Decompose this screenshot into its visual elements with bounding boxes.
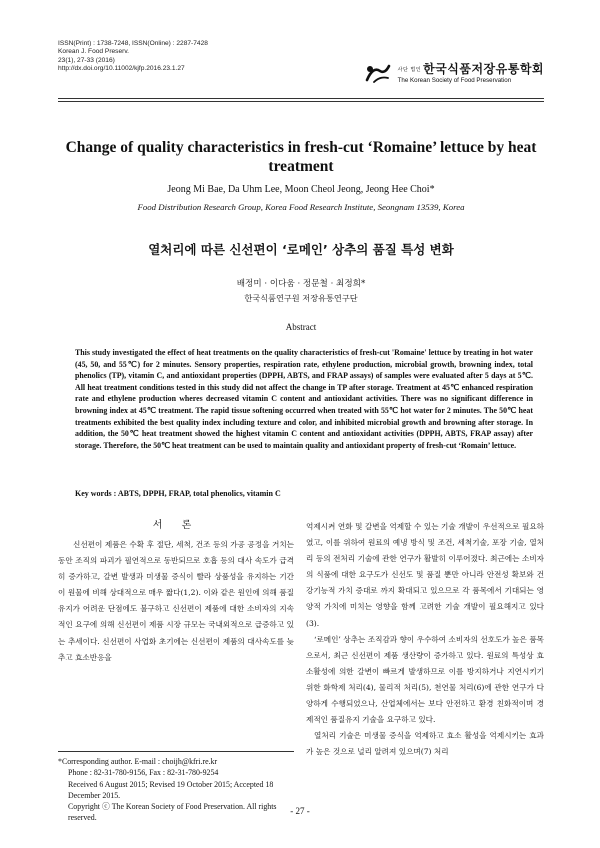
intro-paragraph-3: ‘로메인’ 상추는 조직감과 향이 우수하여 소비자의 선호도가 높은 품목으로서, 최근 신선편이 제품 생산량이 증가하고 있다. 원료의 특성상 효소활성에 의한 갈변이 빠르게 발생하므로 이를 방지하거나 지연시키기 위한 화학제 처리(4), 물리적 처리(5), 천연물 처리(6)에 관한 연구가 다양하게 수행되었으나, 산업체에서는 보다 안전하고 환경 친화적이며 경제적인 품질유지 기술을 요구하고 있다.: [306, 634, 544, 725]
affiliation-english: Food Distribution Research Group, Korea Food Research Institute, Seongnam 13539, Korea: [137, 202, 465, 212]
title-korean: 열처리에 따른 신선편이 ‘로메인’ 상추의 품질 특성 변화: [148, 242, 454, 257]
society-name-en: The Korean Society of Food Preservation: [397, 76, 512, 84]
corresponding-author: *Corresponding author. E-mail : choijh@kfri.re.kr: [58, 757, 218, 766]
authors-english: Jeong Mi Bae, Da Uhm Lee, Moon Cheol Jeong, Jeong Hee Choi*: [167, 184, 435, 195]
society-logo-icon: [364, 62, 392, 84]
issn-line: ISSN(Print) : 1738-7248, ISSN(Online) : 2287-7428: [58, 40, 208, 47]
intro-paragraph-2: 억제시켜 연화 및 갈변을 억제할 수 있는 기술 개발이 우선적으로 필요하였고, 이를 위하여 원료의 예냉 방식 및 조건, 세척기술, 포장 기술, 열처리 등의 전처리 기술에 관한 연구가 활발히 이루어졌다. 최근에는 소비자의 식품에 대한 요구도가 신선도 및 품질 뿐만 아니라 안전성 확보와 건강기능적 가치 증대로 까지 확대되고 있으므로 각 품목에서 기대되는 영양적 가치에 미치는 영향을 함께 고려한 기술 개발이 필요해지고 있다(3).: [306, 522, 544, 628]
left-column: [58, 519, 294, 666]
keywords-line: [75, 489, 533, 498]
header-rule-bottom: [58, 101, 544, 102]
journal-name-line: Korean J. Food Preserv.: [58, 48, 129, 56]
right-column: [306, 519, 544, 760]
intro-paragraph-4: 열처리 기술은 미생물 증식을 억제하고 효소 활성을 억제시키는 효과가 높은 것으로 널리 알려져 있으며(7) 처리: [306, 731, 544, 757]
header-rule-top: [58, 98, 544, 99]
contact-phone: Phone : 82-31-780-9156, Fax : 82-31-780-9254: [68, 768, 219, 778]
intro-paragraph-1: 신선편이 제품은 수확 후 절단, 세척, 건조 등의 가공 공정을 거치는 동안 조직의 파괴가 필연적으로 동반되므로 호흡 등의 대사 속도가 급격히 증가하고, 갈변 발생과 미생물 증식이 빨라 상품성을 유지하는 기간이 원물에 비해 상대적으로 매우 짧다(1,2). 이와 같은 원인에 의해 품질 유지가 어려운 단점에도 불구하고 신선편이 제품에 대한 소비자의 지속적인 요구에 의해 신선편이 제품 시장 규모는 국내외적으로 급증하고 있는 추세이다. 신선편이 사업화 초기에는 신선편이 제품의 대사속도를 늦추고 효소반응을: [58, 540, 294, 662]
page-header: [58, 40, 548, 100]
copyright-notice: Copyright ⓒ The Korean Society of Food Preservation. All rights reserved.: [68, 802, 277, 823]
authors-korean: 배정미 · 이다움 · 정문철 · 최정희*: [236, 279, 366, 289]
section-title: 서 론: [152, 520, 200, 531]
page-number: - 27 -: [290, 806, 310, 816]
received-dates: Received 6 August 2015; Revised 19 October 2015; Accepted 18 December 2015.: [68, 779, 274, 800]
title-english: Change of quality characteristics in fresh-cut ‘Romaine’ lettuce by heat treatment: [65, 139, 537, 175]
footnote-rule: [58, 751, 294, 752]
society-name-ko: [398, 62, 544, 77]
volume-line: 23(1), 27-33 (2016): [58, 56, 115, 64]
abstract-heading: Abstract: [285, 322, 317, 332]
society-brand: [364, 62, 544, 85]
society-prefix: 사단 법인: [397, 66, 422, 73]
keywords-list: ABTS, DPPH, FRAP, total phenolics, vitamin C: [117, 489, 281, 498]
abstract-body: This study investigated the effect of heat treatments on the quality characteristics of fresh-cut 'Romaine' lettuce by treating in hot water (45, 50, and 55℃) for 2 minutes. Sensory properties, respiration rate, ethylene production, microbial growth, browning index, total phenolics (TP), vitamin C, and antioxidant properties (DPPH, ABTS, and FRAP assays) of samples were evaluated after 5 days at 5℃. All heat treatment conditions tested in this study did not affect the change in TP after storage. Treatment at 45℃ enhanced respiration rate and ethylene production wheres decreased vitamin C content and antioxidant activities. There was no significant difference in browning index at 45℃ treatment. The rapid tissue softening occurred when treated with 55℃ hot water for 2 minutes. The 50℃ heat treatments exhibited the best quality index including texture and color, and inhibited microbial growth and browning after storage. In addition, the 50℃ heat treatment showed the highest vitamin C content and antioxidant activities (DPPH, ABTS, FRAP assay) after storage. Therefore, the 50℃ heat treatment can be used to maintain quality and antioxidant property of fresh-cut ‘Romain’ lettuce.: [75, 348, 533, 450]
society-name-ko-text: 한국식품저장유통학회: [423, 62, 544, 76]
doi-link[interactable]: http://dx.doi.org/10.11002/kjfp.2016.23.1.27: [58, 64, 185, 72]
keywords-label: Key words :: [75, 489, 117, 498]
affiliation-korean: 한국식품연구원 저장유통연구단: [244, 293, 358, 303]
